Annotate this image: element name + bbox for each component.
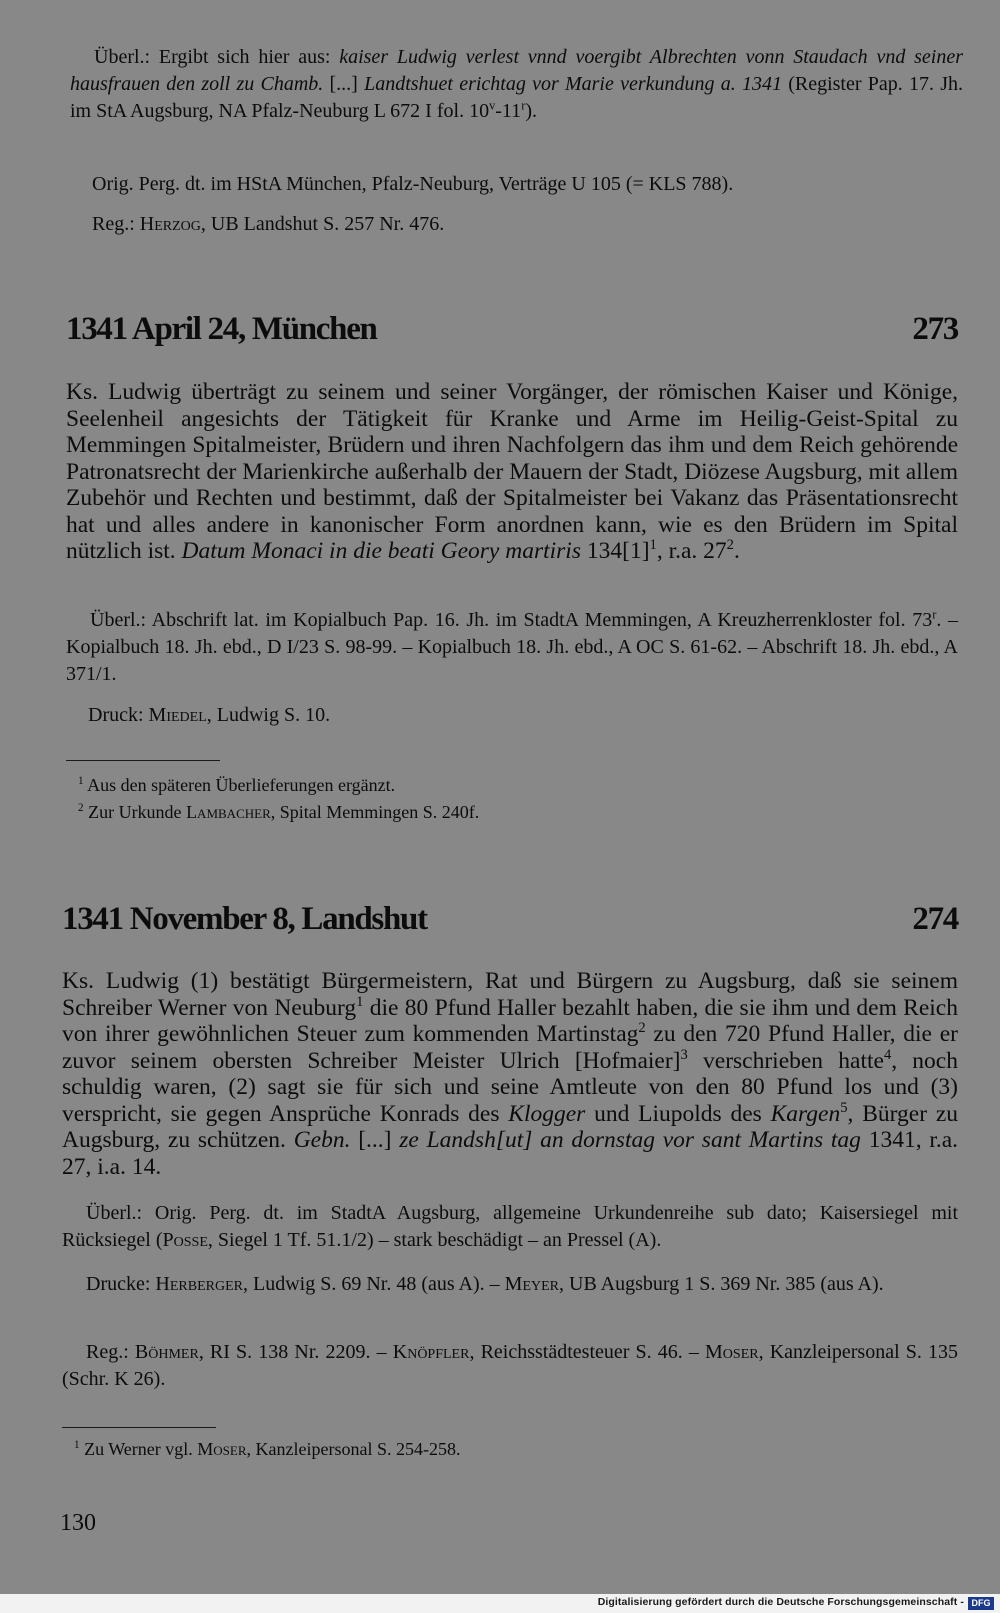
- entry-274-uberl: Überl.: Orig. Perg. dt. im StadtA Augsburg, allgemeine Urkundenreihe sub dato; Kaisersiegel mit Rücksiegel (Posse, Siegel 1 Tf. 51.1/2) – stark beschädigt – an Pressel (A).: [62, 1202, 958, 1251]
- dfg-logo-icon: DFG: [968, 1597, 994, 1610]
- entry-273-footnote-1: $^1$ Aus den späteren Überlieferungen ergänzt.: [78, 775, 396, 795]
- entry-273-uberl: Überl.: Abschrift lat. im Kopialbuch Pap. 16. Jh. im StadtA Memmingen, A Kreuzherrenkloster fol. 73$^r$. – Kopialbuch 18. Jh. ebd., D I/23 S. 98-99. – Kopialbuch 18. Jh. ebd., A OC S. 61-62. – Abschrift 18. Jh. ebd., A 371/1.: [66, 607, 958, 685]
- page-number: 130: [60, 1510, 96, 1536]
- entry-273-druck: Druck: Miedel, Ludwig S. 10.: [88, 704, 331, 726]
- top-uberl: Überl.: Ergibt sich hier aus: kaiser Ludwig verlest vnnd voergibt Albrechten vonn Staudach vnd seiner hausfrauen den zoll zu Chamb. [...] Landtshuet erichtag vor Marie verkundung a. 1341 (Register Pap. 17. Jh. im StA Augsburg, NA Pfalz-Neuburg L 672 I fol. 10$^v$-11$^r$).: [70, 46, 964, 122]
- entry-273-number: 273: [912, 311, 958, 347]
- entry-274-footnote-rule: [62, 1427, 216, 1428]
- top-reg: Reg.: Herzog, UB Landshut S. 257 Nr. 476.: [92, 213, 445, 235]
- entry-274-number: 274: [912, 901, 958, 937]
- entry-273-footnote-2: $^2$ Zur Urkunde Lambacher, Spital Memmingen S. 240f.: [78, 802, 480, 822]
- entry-274-regest: Ks. Ludwig (1) bestätigt Bürgermeistern, Rat und Bürgern zu Augsburg, daß sie seinem Schreiber Werner von Neuburg$^1$ die 80 Pfund Haller bezahlt haben, die sie ihm und dem Reich von ihrer gewöhnlichen Steuer zum kommenden Martinstag$^2$ zu den 720 Pfund Haller, die er zuvor seinem obersten Schreiber Meister Ulrich [Hofmaier]$^3$ verschrieben hatte$^4$, noch schuldig waren, (2) sagt sie für sich und seine Amtleute von den 80 Pfund los und (3) verspricht, sie gegen Ansprüche Konrads des Klogger und Liupolds des Kargen$^5$, Bürger zu Augsburg, zu schützen. Gebn. [...] ze Landsh[ut] an dornstag vor sant Martins tag 1341, r.a. 27, i.a. 14.: [62, 968, 959, 1180]
- entry-273-date: 1341 April 24, München: [66, 311, 377, 347]
- footer-bar: [0, 1594, 1000, 1613]
- top-orig: Orig. Perg. dt. im HStA München, Pfalz-Neuburg, Verträge U 105 (= KLS 788).: [92, 173, 734, 195]
- entry-273-footnote-rule: [66, 760, 220, 761]
- footer-credit: Digitalisierung gefördert durch die Deutsche Forschungsgemeinschaft -: [597, 1596, 964, 1608]
- entry-274-heading: [62, 901, 958, 938]
- entry-273-regest: Ks. Ludwig überträgt zu seinem und seiner Vorgänger, der römischen Kaiser und Könige, Seelenheil angesichts der Tätigkeit für Kranke und Arme im Heilig-Geist-Spital zu Memmingen Spitalmeister, Brüdern und ihren Nachfolgern das ihm und dem Reich gehörende Patronatsrecht der Marienkirche außerhalb der Mauern der Stadt, Diözese Augsburg, mit allem Zubehör und Rechten und bestimmt, daß der Spitalmeister bei Vakanz das Präsentationsrecht hat und alles andere in kanonischer Form anordnen kann, wie es den Brüdern im Spital nützlich ist. Datum Monaci in die beati Geory martiris $134[1]^1$, r.a. $27^2$.: [66, 379, 958, 564]
- entry-274-drucke: Drucke: Herberger, Ludwig S. 69 Nr. 48 (aus A). – Meyer, UB Augsburg 1 S. 369 Nr. 385 (aus A).: [86, 1273, 884, 1295]
- entry-273-heading: [66, 311, 958, 348]
- entry-274-footnote-1: $^1$ Zu Werner vgl. Moser, Kanzleipersonal S. 254-258.: [74, 1439, 461, 1459]
- entry-274-date: 1341 November 8, Landshut: [62, 901, 427, 937]
- entry-274-reg: Reg.: Böhmer, RI S. 138 Nr. 2209. – Knöpfler, Reichsstädtesteuer S. 46. – Moser, Kanzleipersonal S. 135 (Schr. K 26).: [62, 1341, 959, 1390]
